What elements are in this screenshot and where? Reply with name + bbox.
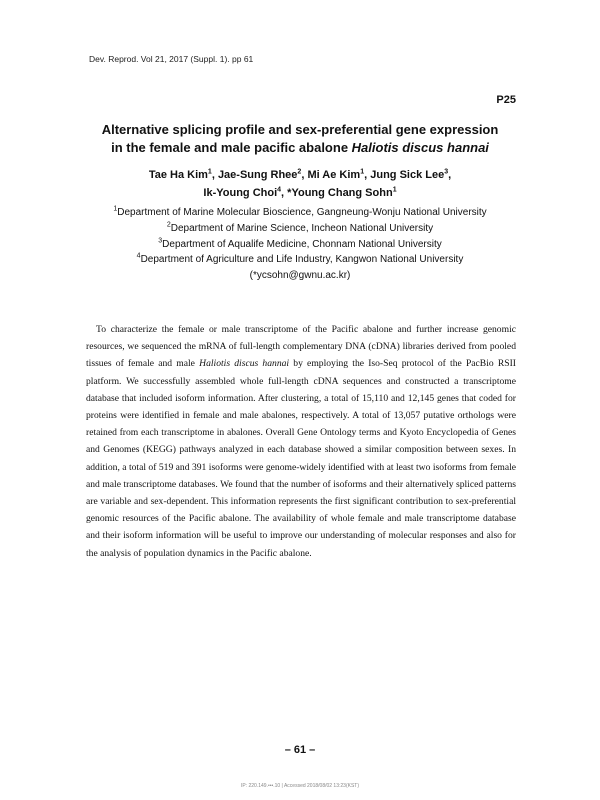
author-line-1 [60,166,540,184]
author-name: Mi Ae Kim [307,169,361,181]
affiliation-item [60,252,540,268]
author-name: Ik-Young Choi [203,187,278,199]
abstract-species-name: Haliotis discus hannai [199,358,290,370]
author-name: Jae-Sung Rhee [217,169,298,181]
affiliation-list [60,205,540,284]
affiliation-item [60,237,540,253]
affiliation-text: Department of Marine Molecular Bioscience, Gangneung-Wonju National University [117,207,487,218]
affiliation-text: Department of Aqualife Medicine, Chonnam National University [162,238,442,250]
title-line-2 [60,139,540,157]
affiliation-text: Department of Marine Science, Incheon National University [170,222,434,234]
affiliation-mark: 2 [166,221,171,229]
author-separator: , [211,169,218,181]
author-separator: , [281,187,288,199]
corresponding-author-name: *Young Chang Sohn [287,187,393,199]
author-name: Tae Ha Kim [148,169,208,181]
author-separator: , [364,169,371,181]
abstract-text-part-1: To characterize the female or male transcriptome of the Pacific abalone and further increase genomic resources, we sequenced the mRNA of full-length complementary DNA (cDNA) libraries derived from pooled tissues of female and male [86,324,516,370]
author-affiliation-mark: 1 [207,168,212,176]
journal-header: Dev. Reprod. Vol 21, 2017 (Suppl. 1). pp 61 [89,54,254,64]
author-affiliation-mark: 2 [297,168,302,176]
author-affiliation-mark: 1 [360,168,365,176]
author-affiliation-mark: 4 [277,186,282,194]
author-list [60,166,540,202]
affiliation-item [60,221,540,237]
author-name: Jung Sick Lee [370,169,445,181]
author-line-2 [60,184,540,202]
poster-number: P25 [496,94,516,106]
author-affiliation-mark: 1 [392,186,397,194]
title-line-1: Alternative splicing profile and sex-preferential gene expression [101,122,499,137]
affiliation-mark: 3 [158,237,163,245]
contact-email: (*ycsohn@gwnu.ac.kr) [249,270,351,282]
title-species-name: Haliotis discus hannai [351,140,489,155]
affiliation-text: Department of Agriculture and Life Industry, Kangwon National University [140,254,464,266]
author-separator: , [301,169,308,181]
author-separator: , [448,169,452,181]
access-footer: IP: 220.149.•••.10 | Accessed 2018/08/02 13:23(KST) [240,783,359,789]
title-line-2-text: in the female and male pacific abalone [111,140,352,155]
abstract-body [86,321,516,562]
affiliation-mark: 1 [113,205,118,213]
abstract-text-part-2: by employing the Iso-Seq protocol of the PacBio RSII platform. We successfully assembled whole full-length cDNA sequences and constructed a transcriptome database that included isoform information. After clustering, a total of 15,110 and 12,145 genes that coded for proteins were identified in female and male abalones, respectively. A total of 13,057 putative orthologs were retained from each transcriptome in abalones. Overall Gene Ontology terms and Kyoto Encyclopedia of Genes and Genomes (KEGG) pathways analyzed in each database showed a similar composition between sexes. In addition, a total of 519 and 391 isoforms were genome-widely identified with at least two isoforms from female and male transcriptome databases. We found that the number of isoforms and their alternatively spliced patterns are variable and sex-dependent. This information represents the first significant contribution to sex-preferential genomic resources of the Pacific abalone. The availability of whole female and male transcriptome database and their isoform information will be useful to improve our understanding of molecular responses and also for the analysis of population dynamics in the Pacific abalone. [86,358,516,559]
paper-title [60,121,540,157]
affiliation-mark: 4 [136,253,141,261]
page-number: – 61 – [284,744,316,756]
author-affiliation-mark: 3 [444,168,449,176]
affiliation-item [60,205,540,221]
